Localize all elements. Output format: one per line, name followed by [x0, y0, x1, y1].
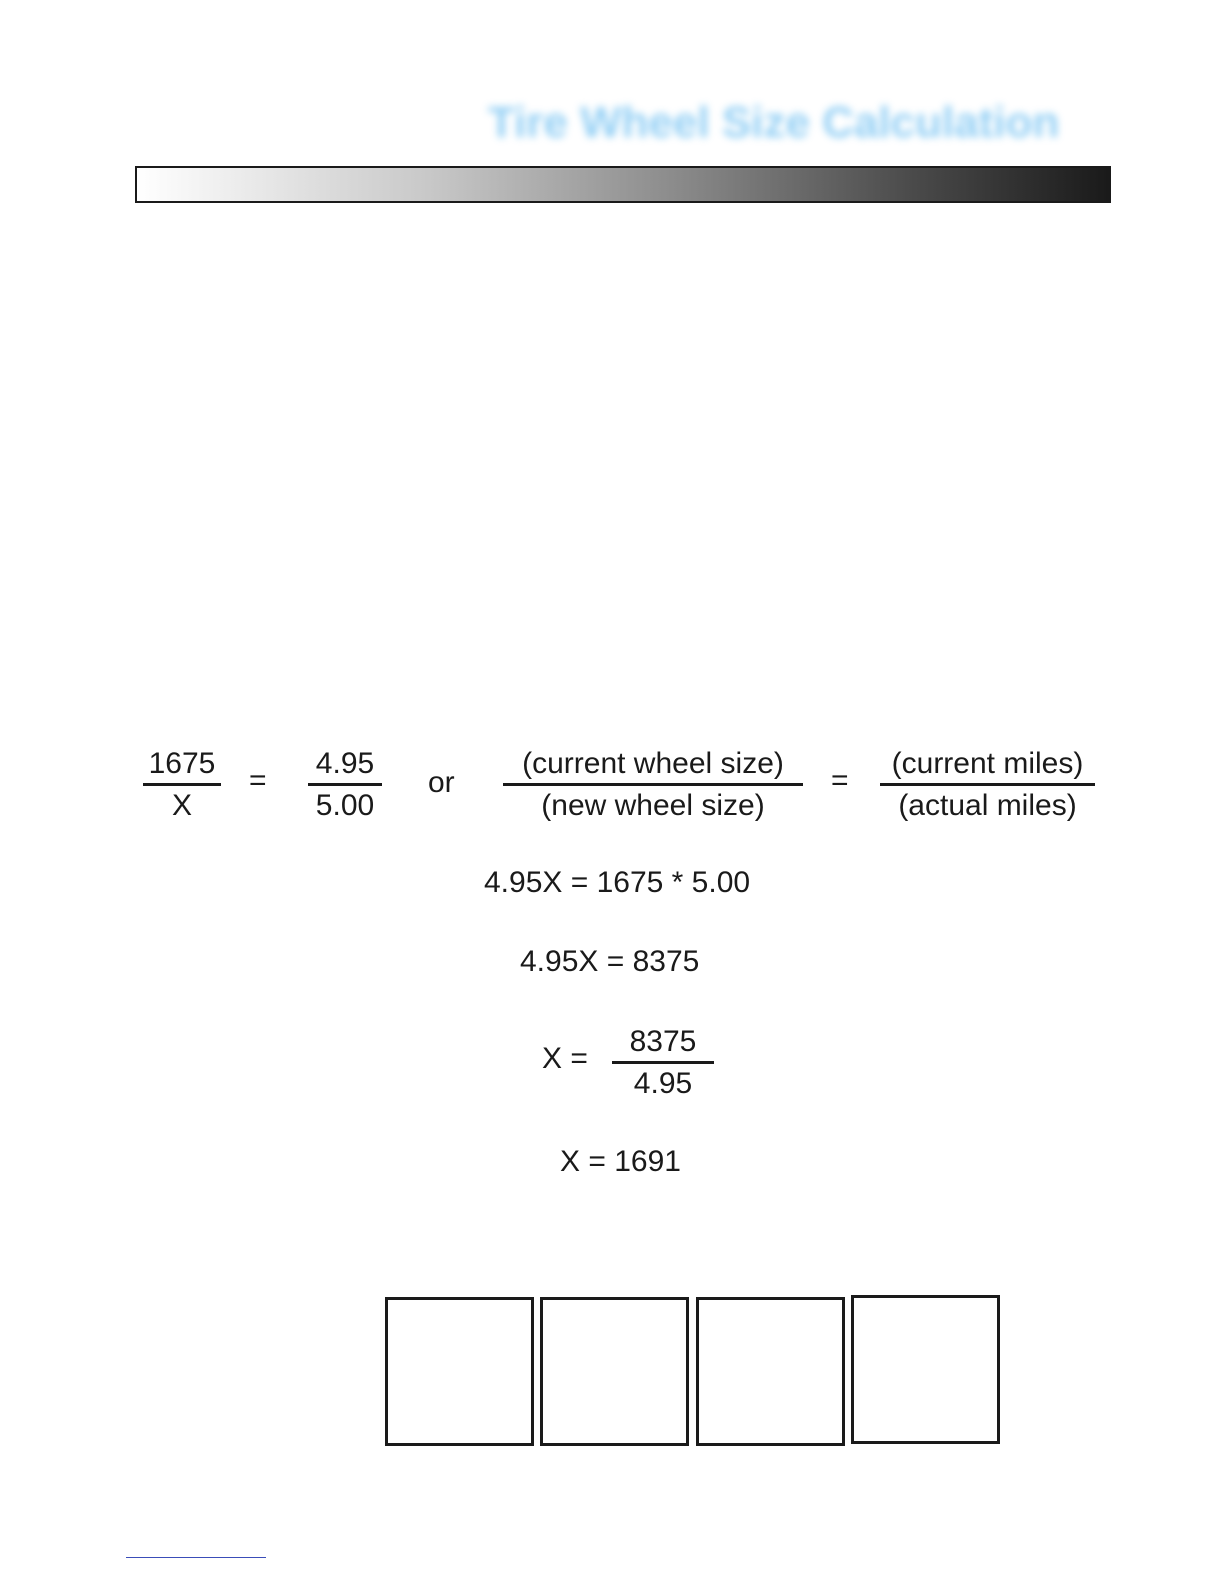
- or-word: or: [428, 766, 455, 799]
- fraction-wheel-ratio: [308, 749, 382, 821]
- fraction-denominator: 5.00: [315, 789, 375, 822]
- fraction-numerator: 4.95: [308, 749, 382, 786]
- fraction-numerator: 8375: [612, 1027, 714, 1064]
- fraction-denominator: (actual miles): [898, 789, 1077, 822]
- equals-sign: =: [249, 764, 267, 797]
- answer-box-4[interactable]: [851, 1295, 1000, 1444]
- solution-step-1: 4.95X = 1675 * 5.00: [484, 866, 751, 899]
- answer-box-3[interactable]: [696, 1297, 845, 1446]
- fraction-numerator: (current miles): [880, 749, 1095, 786]
- answer-box-1[interactable]: [385, 1297, 534, 1446]
- solution-result: X = 1691: [560, 1145, 681, 1178]
- solution-step-3-fraction: [612, 1027, 714, 1099]
- equals-sign: =: [831, 764, 849, 797]
- solution-step-2: 4.95X = 8375: [520, 945, 700, 978]
- fraction-numerator: 1675: [143, 749, 221, 786]
- answer-box-2[interactable]: [540, 1297, 689, 1446]
- footnote-divider: [126, 1557, 266, 1558]
- fraction-miles-ratio: [143, 749, 221, 821]
- fraction-numerator: (current wheel size): [503, 749, 803, 786]
- fraction-denominator: X: [171, 789, 192, 822]
- page-title: Tire Wheel Size Calculation: [488, 98, 1060, 147]
- fraction-wheel-size-formula: [503, 749, 803, 821]
- solution-step-3-lhs: X =: [542, 1042, 588, 1075]
- fraction-miles-formula: [880, 749, 1095, 821]
- header-gradient-bar: [135, 166, 1111, 203]
- fraction-denominator: (new wheel size): [541, 789, 765, 822]
- fraction-denominator: 4.95: [633, 1067, 693, 1100]
